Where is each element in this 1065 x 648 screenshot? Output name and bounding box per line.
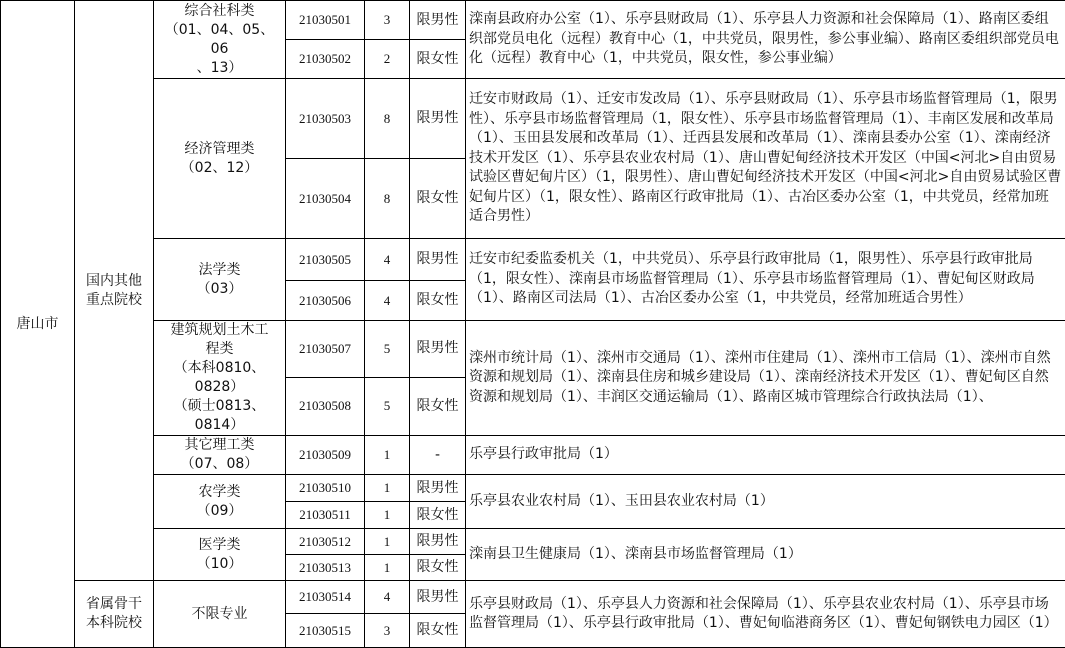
gender-requirement-cell: 限女性 <box>410 159 466 239</box>
school-type-cell: 省属骨干 本科院校 <box>75 581 154 648</box>
hiring-count-cell: 8 <box>365 79 410 159</box>
hiring-count-cell: 5 <box>365 321 410 378</box>
hiring-count-cell: 5 <box>365 377 410 435</box>
hiring-count-cell: 4 <box>365 239 410 281</box>
gender-requirement-cell: 限女性 <box>410 377 466 435</box>
employer-units-cell: 乐亭县农业农村局（1）、玉田县农业农村局（1） <box>466 475 1065 529</box>
major-category-cell: 不限专业 <box>154 581 286 648</box>
table-row <box>1 581 1065 614</box>
hiring-count-cell: 3 <box>365 1 410 40</box>
position-code-cell: 21030502 <box>286 40 365 79</box>
gender-requirement-cell: 限女性 <box>410 614 466 648</box>
employer-units-cell: 迁安市财政局（1）、迁安市发改局（1）、乐亭县财政局（1）、乐亭县市场监督管理局（1，限男性）、乐亭县市场监督管理局（1，限女性）、乐亭县市场监督管理局（1）、丰南区发展和改革局（1）、玉田县发展和改革局（1）、迁西县发展和改革局（1）、滦南县委办公室（1）、滦南经济技术开发区（1）、乐亭县农业农村局（1）、唐山曹妃甸经济技术开发区（中国<河北>自由贸易试验区曹妃甸片区）（1，限男性）、唐山曹妃甸经济技术开发区（中国<河北>自由贸易试验区曹妃甸片区）（1，限女性）、路南区行政审批局（1）、古冶区委办公室（1，中共党员，经常加班适合男性） <box>466 79 1065 239</box>
employer-units-cell: 滦南县政府办公室（1）、乐亭县财政局（1）、乐亭县人力资源和社会保障局（1）、路南区委组织部党员电化（远程）教育中心（1，中共党员，限男性，参公事业编）、路南区委组织部党员电化（远程）教育中心（1，中共党员，限女性，参公事业编） <box>466 1 1065 79</box>
hiring-count-cell: 4 <box>365 581 410 614</box>
hiring-count-cell: 2 <box>365 40 410 79</box>
table-row <box>1 321 1065 378</box>
gender-requirement-cell: 限男性 <box>410 79 466 159</box>
hiring-count-cell: 1 <box>365 529 410 555</box>
city-cell: 唐山市 <box>1 1 75 648</box>
major-category-cell: 医学类 （10） <box>154 529 286 581</box>
hiring-count-cell: 3 <box>365 614 410 648</box>
employer-units-cell: 乐亭县财政局（1）、乐亭县人力资源和社会保障局（1）、乐亭县农业农村局（1）、乐亭县市场监督管理局（1）、乐亭县行政审批局（1）、曹妃甸临港商务区（1）、曹妃甸钢铁电力园区（1） <box>466 581 1065 648</box>
position-code-cell: 21030508 <box>286 377 365 435</box>
gender-requirement-cell: 限男性 <box>410 321 466 378</box>
table-row <box>1 529 1065 555</box>
hiring-count-cell: 1 <box>365 555 410 581</box>
gender-requirement-cell: 限男性 <box>410 475 466 502</box>
hiring-count-cell: 1 <box>365 475 410 502</box>
gender-requirement-cell: 限女性 <box>410 555 466 581</box>
position-code-cell: 21030510 <box>286 475 365 502</box>
table-row <box>1 475 1065 502</box>
position-code-cell: 21030511 <box>286 502 365 529</box>
position-code-cell: 21030515 <box>286 614 365 648</box>
hiring-count-cell: 4 <box>365 281 410 321</box>
gender-requirement-cell: 限男性 <box>410 239 466 281</box>
gender-requirement-cell: 限男性 <box>410 1 466 40</box>
table-row <box>1 239 1065 281</box>
employer-units-cell: 迁安市纪委监委机关（1，中共党员）、乐亭县行政审批局（1，限男性）、乐亭县行政审批局（1，限女性）、滦南县市场监督管理局（1）、乐亭县市场监督管理局（1）、曹妃甸区财政局（1）、路南区司法局（1）、古冶区委办公室（1，中共党员，经常加班适合男性） <box>466 239 1065 321</box>
position-code-cell: 21030512 <box>286 529 365 555</box>
table-row <box>1 436 1065 475</box>
major-category-cell: 法学类 （03） <box>154 239 286 321</box>
major-category-cell: 经济管理类 （02、12） <box>154 79 286 239</box>
position-code-cell: 21030513 <box>286 555 365 581</box>
position-code-cell: 21030509 <box>286 436 365 475</box>
gender-requirement-cell: 限女性 <box>410 281 466 321</box>
gender-requirement-cell: 限女性 <box>410 502 466 529</box>
major-category-cell: 农学类 （09） <box>154 475 286 529</box>
position-code-cell: 21030506 <box>286 281 365 321</box>
position-code-cell: 21030505 <box>286 239 365 281</box>
gender-requirement-cell: 限男性 <box>410 529 466 555</box>
employer-units-cell: 乐亭县行政审批局（1） <box>466 436 1065 475</box>
gender-requirement-cell: 限女性 <box>410 40 466 79</box>
school-type-cell: 国内其他 重点院校 <box>75 1 154 581</box>
major-category-cell: 建筑规划土木工 程类 （本科0810、 0828） （硕士0813、 0814） <box>154 321 286 436</box>
hiring-count-cell: 1 <box>365 436 410 475</box>
position-code-cell: 21030503 <box>286 79 365 159</box>
position-code-cell: 21030504 <box>286 159 365 239</box>
position-code-cell: 21030514 <box>286 581 365 614</box>
hiring-count-cell: 1 <box>365 502 410 529</box>
table-row <box>1 79 1065 159</box>
position-code-cell: 21030501 <box>286 1 365 40</box>
employer-units-cell: 滦州市统计局（1）、滦州市交通局（1）、滦州市住建局（1）、滦州市工信局（1）、滦州市自然资源和规划局（1）、滦南县住房和城乡建设局（1）、滦南经济技术开发区（1）、曹妃甸区自然资源和规划局（1）、丰润区交通运输局（1）、路南区城市管理综合行政执法局（1）、 <box>466 321 1065 436</box>
hiring-count-cell: 8 <box>365 159 410 239</box>
gender-requirement-cell: - <box>410 436 466 475</box>
employer-units-cell: 滦南县卫生健康局（1）、滦南县市场监督管理局（1） <box>466 529 1065 581</box>
gender-requirement-cell: 限男性 <box>410 581 466 614</box>
major-category-cell: 其它理工类 （07、08） <box>154 436 286 475</box>
major-category-cell: 综合社科类 （01、04、05、06 、13） <box>154 1 286 79</box>
table-row <box>1 1 1065 40</box>
position-code-cell: 21030507 <box>286 321 365 378</box>
